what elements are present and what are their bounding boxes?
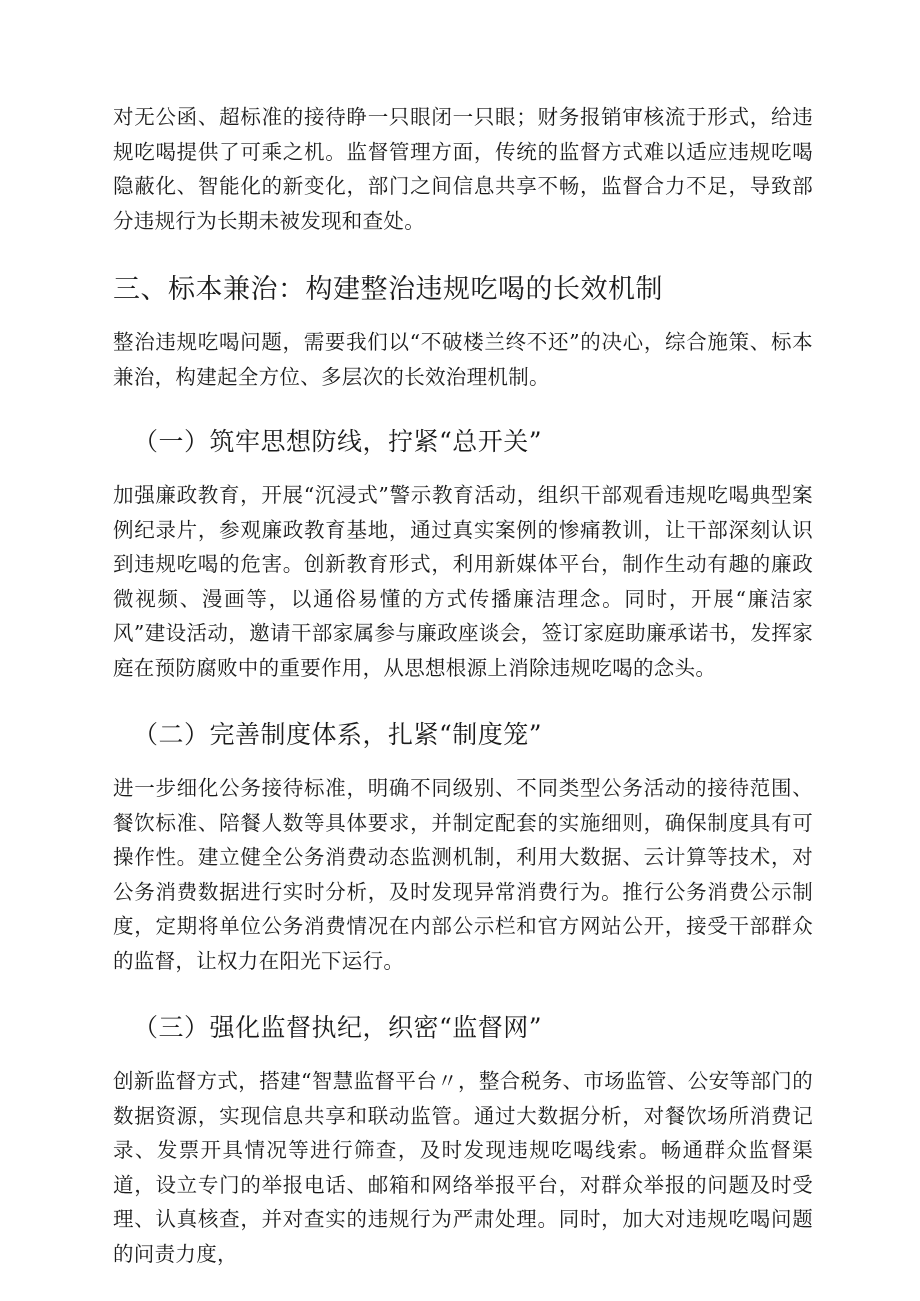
subsection-heading-2: （二）完善制度体系，扎紧“制度笼” — [133, 720, 543, 749]
subsection-3-paragraph: 创新监督方式，搭建“智慧监督平台〃，整合税务、市场监管、公安等部门的数据资源，实现信息共享和联动监管。通过大数据分析，对餐饮场所消费记录、发票开具情况等进行筛查，及时发现违规吃喝线索。畅通群众监督渠道，设立专门的举报电话、邮箱和网络举报平台，对群众举报的问题及时受理、认真核查，并对查实的违规行为严肃处理。同时，加大对违规吃喝问题的问责力度， — [113, 1069, 813, 1266]
subsection-heading-3: （三）强化监督执纪，织密“监督网” — [133, 1013, 543, 1042]
subsection-1-paragraph: 加强廉政教育，开展“沉浸式”警示教育活动，组织干部观看违规吃喝典型案例纪录片，参观廉政教育基地，通过真实案例的惨痛教训，让干部深刻认识到违规吃喝的危害。创新教育形式，利用新媒体平台，制作生动有趣的廉政微视频、漫画等，以通俗易懂的方式传播廉洁理念。同时，开展“廉洁家风”建设活动，邀请干部家属参与廉政座谈会，签订家庭助廉承诺书，发挥家庭在预防腐败中的重要作用，从思想根源上消除违规吃喝的念头。 — [113, 483, 813, 680]
section-intro-paragraph: 整治违规吃喝问题，需要我们以“不破楼兰终不还”的决心，综合施策、标本兼治，构建起全方位、多层次的长效治理机制。 — [113, 330, 813, 389]
intro-paragraph: 对无公函、超标准的接待睁一只眼闭一只眼；财务报销审核流于形式，给违规吃喝提供了可乘之机。监督管理方面，传统的监督方式难以适应违规吃喝隐蔽化、智能化的新变化，部门之间信息共享不畅，监督合力不足，导致部分违规行为长期未被发现和查处。 — [113, 105, 813, 233]
subsection-2-paragraph: 进一步细化公务接待标准，明确不同级别、不同类型公务活动的接待范围、餐饮标准、陪餐人数等具体要求，并制定配套的实施细则，确保制度具有可操作性。建立健全公务消费动态监测机制，利用大数据、云计算等技术，对公务消费数据进行实时分析，及时发现异常消费行为。推行公务消费公示制度，定期将单位公务消费情况在内部公示栏和官方网站公开，接受干部群众的监督，让权力在阳光下运行。 — [113, 776, 813, 973]
subsection-heading-1: （一）筑牢思想防线，拧紧“总开关” — [133, 427, 543, 456]
document-page — [113, 100, 813, 1271]
section-heading: 三、标本兼治：构建整治违规吃喝的长效机制 — [113, 274, 663, 305]
